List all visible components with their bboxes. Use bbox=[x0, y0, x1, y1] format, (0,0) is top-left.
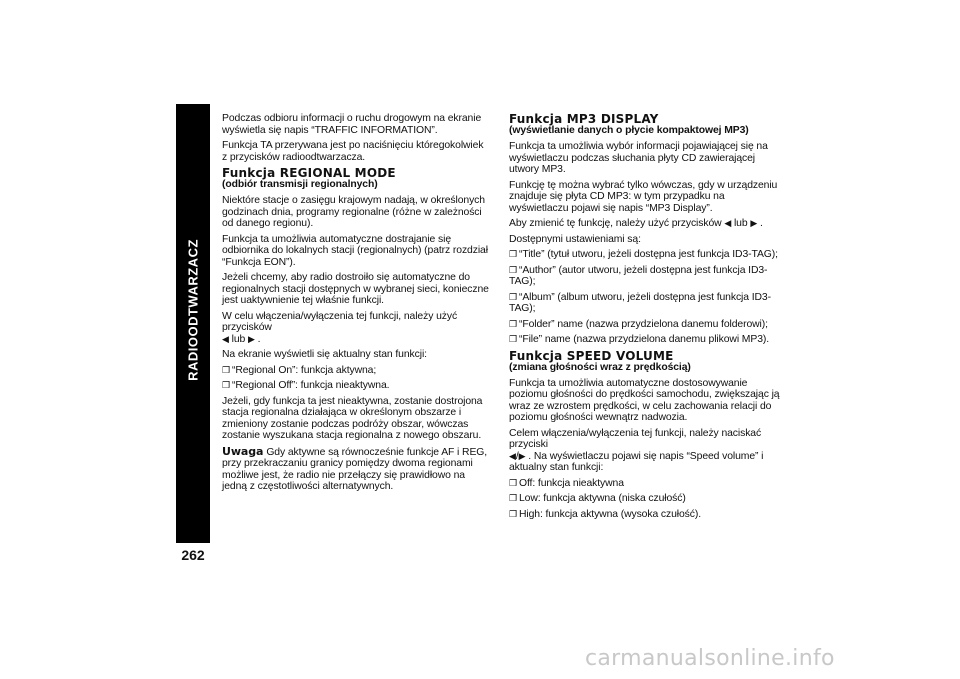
list-item bbox=[509, 265, 784, 288]
arrow-left-icon: ◀ bbox=[509, 450, 516, 461]
list-item bbox=[509, 493, 784, 505]
regional-mode-heading bbox=[222, 167, 490, 191]
note-label: Uwaga bbox=[222, 444, 264, 458]
separator: / bbox=[515, 450, 519, 462]
paragraph bbox=[222, 311, 490, 346]
heading-subtitle: (odbiór transmisji regionalnych) bbox=[222, 179, 378, 190]
conjunction: lub bbox=[231, 333, 246, 345]
paragraph: Dostępnymi ustawieniami są: bbox=[509, 233, 641, 245]
paragraph: Funkcja TA przerywana jest po naciśnięciu któregokolwiek z przycisków radioodtwarzacza. bbox=[222, 140, 484, 163]
paragraph-text: Aby zmienić tę funkcję, należy użyć przycisków bbox=[509, 218, 722, 229]
list-item-text: “Regional On”: funkcja aktywna; bbox=[231, 364, 377, 376]
list-item-text: Low: funkcja aktywna (niska czułość) bbox=[518, 493, 686, 504]
heading-subtitle: (wyświetlanie danych o płycie kompaktowej MP3) bbox=[509, 125, 749, 136]
list-item bbox=[222, 365, 490, 377]
note bbox=[222, 446, 490, 493]
heading-title: Funkcja REGIONAL MODE bbox=[222, 166, 396, 180]
arrow-left-icon: ◀ bbox=[724, 218, 732, 228]
paragraph: Funkcja ta umożliwia automatyczne dostrajanie się odbiornika do lokalnych stacji (regionalnych) (patrz rozdział “Funkcja EON”). bbox=[222, 233, 488, 268]
paragraph-text: . Na wyświetlaczu pojawi się napis “Speed volume” i aktualny stan funkcji: bbox=[509, 450, 764, 473]
paragraph-text: Celem włączenia/wyłączenia tej funkcji, należy naciskać przyciski bbox=[509, 427, 762, 450]
page-number: 262 bbox=[181, 547, 205, 563]
checkbox-bullet-icon: ❒ bbox=[509, 334, 517, 344]
punctuation: . bbox=[759, 218, 763, 229]
list-item-text: “Album” (album utworu, jeżeli dostępna jest funkcja ID3-TAG); bbox=[509, 291, 771, 314]
checkbox-bullet-icon: ❒ bbox=[509, 318, 517, 329]
list-item-text: “File” name (nazwa przydzielona danemu plikowi MP3). bbox=[518, 334, 770, 345]
checkbox-bullet-icon: ❒ bbox=[509, 477, 517, 488]
conjunction: lub bbox=[733, 218, 748, 229]
section-label: RADIOODTWARZACZ bbox=[185, 239, 201, 381]
speed-volume-heading bbox=[509, 350, 784, 374]
paragraph bbox=[509, 218, 784, 230]
right-column bbox=[509, 113, 784, 524]
list-item bbox=[509, 292, 784, 315]
list-item-text: “Folder” name (nazwa przydzielona danemu folderowi); bbox=[518, 318, 768, 330]
list-item-text: Off: funkcja nieaktywna bbox=[518, 477, 624, 489]
checkbox-bullet-icon: ❒ bbox=[509, 264, 517, 275]
arrow-right-icon: ▶ bbox=[518, 450, 526, 461]
checkbox-bullet-icon: ❒ bbox=[509, 493, 517, 503]
paragraph: Funkcję tę można wybrać tylko wówczas, gdy w urządzeniu znajduje się płyta CD MP3: w tym przypadku na wyświetlaczu pojawi się napis “MP3 Display”. bbox=[509, 179, 778, 214]
list-item bbox=[509, 249, 784, 261]
checkbox-bullet-icon: ❒ bbox=[509, 508, 517, 519]
list-item bbox=[509, 509, 784, 521]
left-column bbox=[222, 113, 490, 497]
paragraph-text: W celu włączenia/wyłączenia tej funkcji, należy użyć przycisków bbox=[222, 310, 458, 333]
paragraph bbox=[509, 428, 784, 474]
paragraph: Funkcja ta umożliwia wybór informacji pojawiającej się na wyświetlaczu podczas słuchania płyty CD zawierającej utwory MP3. bbox=[509, 141, 768, 175]
paragraph: Podczas odbioru informacji o ruchu drogowym na ekranie wyświetla się napis “TRAFFIC INFORMATION”. bbox=[222, 113, 482, 136]
checkbox-bullet-icon: ❒ bbox=[222, 364, 230, 375]
checkbox-bullet-icon: ❒ bbox=[509, 249, 517, 259]
list-item bbox=[509, 478, 784, 490]
list-item bbox=[509, 334, 784, 346]
watermark: carmanualsonline.info bbox=[585, 646, 835, 671]
paragraph: Niektóre stacje o zasięgu krajowym nadają, w określonych godzinach dnia, programy regionalne (różne w zależności od danego regionu). bbox=[222, 195, 485, 229]
arrow-left-icon: ◀ bbox=[222, 333, 229, 344]
paragraph: Funkcja ta umożliwia automatyczne dostosowywanie poziomu głośności do prędkości samochodu, zwiększając ją wraz ze wzrostem prędkości, w celu zachowania relacji do poziomu głośności wewnątrz nadwozia. bbox=[509, 377, 780, 423]
list-item bbox=[509, 319, 784, 331]
checkbox-bullet-icon: ❒ bbox=[509, 291, 517, 302]
note-text: Gdy aktywne są równocześnie funkcje AF i REG, przy przekraczaniu granicy pomiędzy dwoma regionami możliwe jest, że radio nie przełączy się prawidłowo na jedną z częstotliwości alternatywnych. bbox=[222, 446, 488, 492]
list-item-text: “Regional Off”: funkcja nieaktywna. bbox=[231, 380, 390, 391]
list-item-text: “Author” (autor utworu, jeżeli dostępna jest funkcja ID3-TAG); bbox=[509, 264, 768, 287]
heading-subtitle: (zmiana głośności wraz z prędkością) bbox=[509, 361, 691, 373]
punctuation: . bbox=[257, 333, 261, 345]
list-item bbox=[222, 380, 490, 392]
mp3-display-heading bbox=[509, 113, 784, 137]
list-item-text: High: funkcja aktywna (wysoka czułość). bbox=[518, 508, 702, 520]
paragraph: Jeżeli, gdy funkcja ta jest nieaktywna, zostanie dostrojona stacja regionalna działająca w określonym obszarze i zmieniony zostanie podczas podróży obszar, wówczas zostanie wyszukana stacja regionalna z nowego obszaru. bbox=[222, 395, 483, 441]
paragraph: Na ekranie wyświetli się aktualny stan funkcji: bbox=[222, 349, 427, 360]
checkbox-bullet-icon: ❒ bbox=[222, 380, 230, 390]
heading-title: Funkcja SPEED VOLUME bbox=[509, 348, 674, 363]
arrow-right-icon: ▶ bbox=[248, 333, 255, 344]
paragraph: Jeżeli chcemy, aby radio dostroiło się automatyczne do regionalnych stacji dostępnych w wybranej sieci, konieczne jest uaktywnienie tej właśnie funkcji. bbox=[222, 272, 489, 306]
arrow-right-icon: ▶ bbox=[750, 218, 758, 228]
heading-title: Funkcja MP3 DISPLAY bbox=[509, 112, 659, 126]
list-item-text: “Title” (tytuł utworu, jeżeli dostępna jest funkcja ID3-TAG); bbox=[518, 249, 778, 260]
